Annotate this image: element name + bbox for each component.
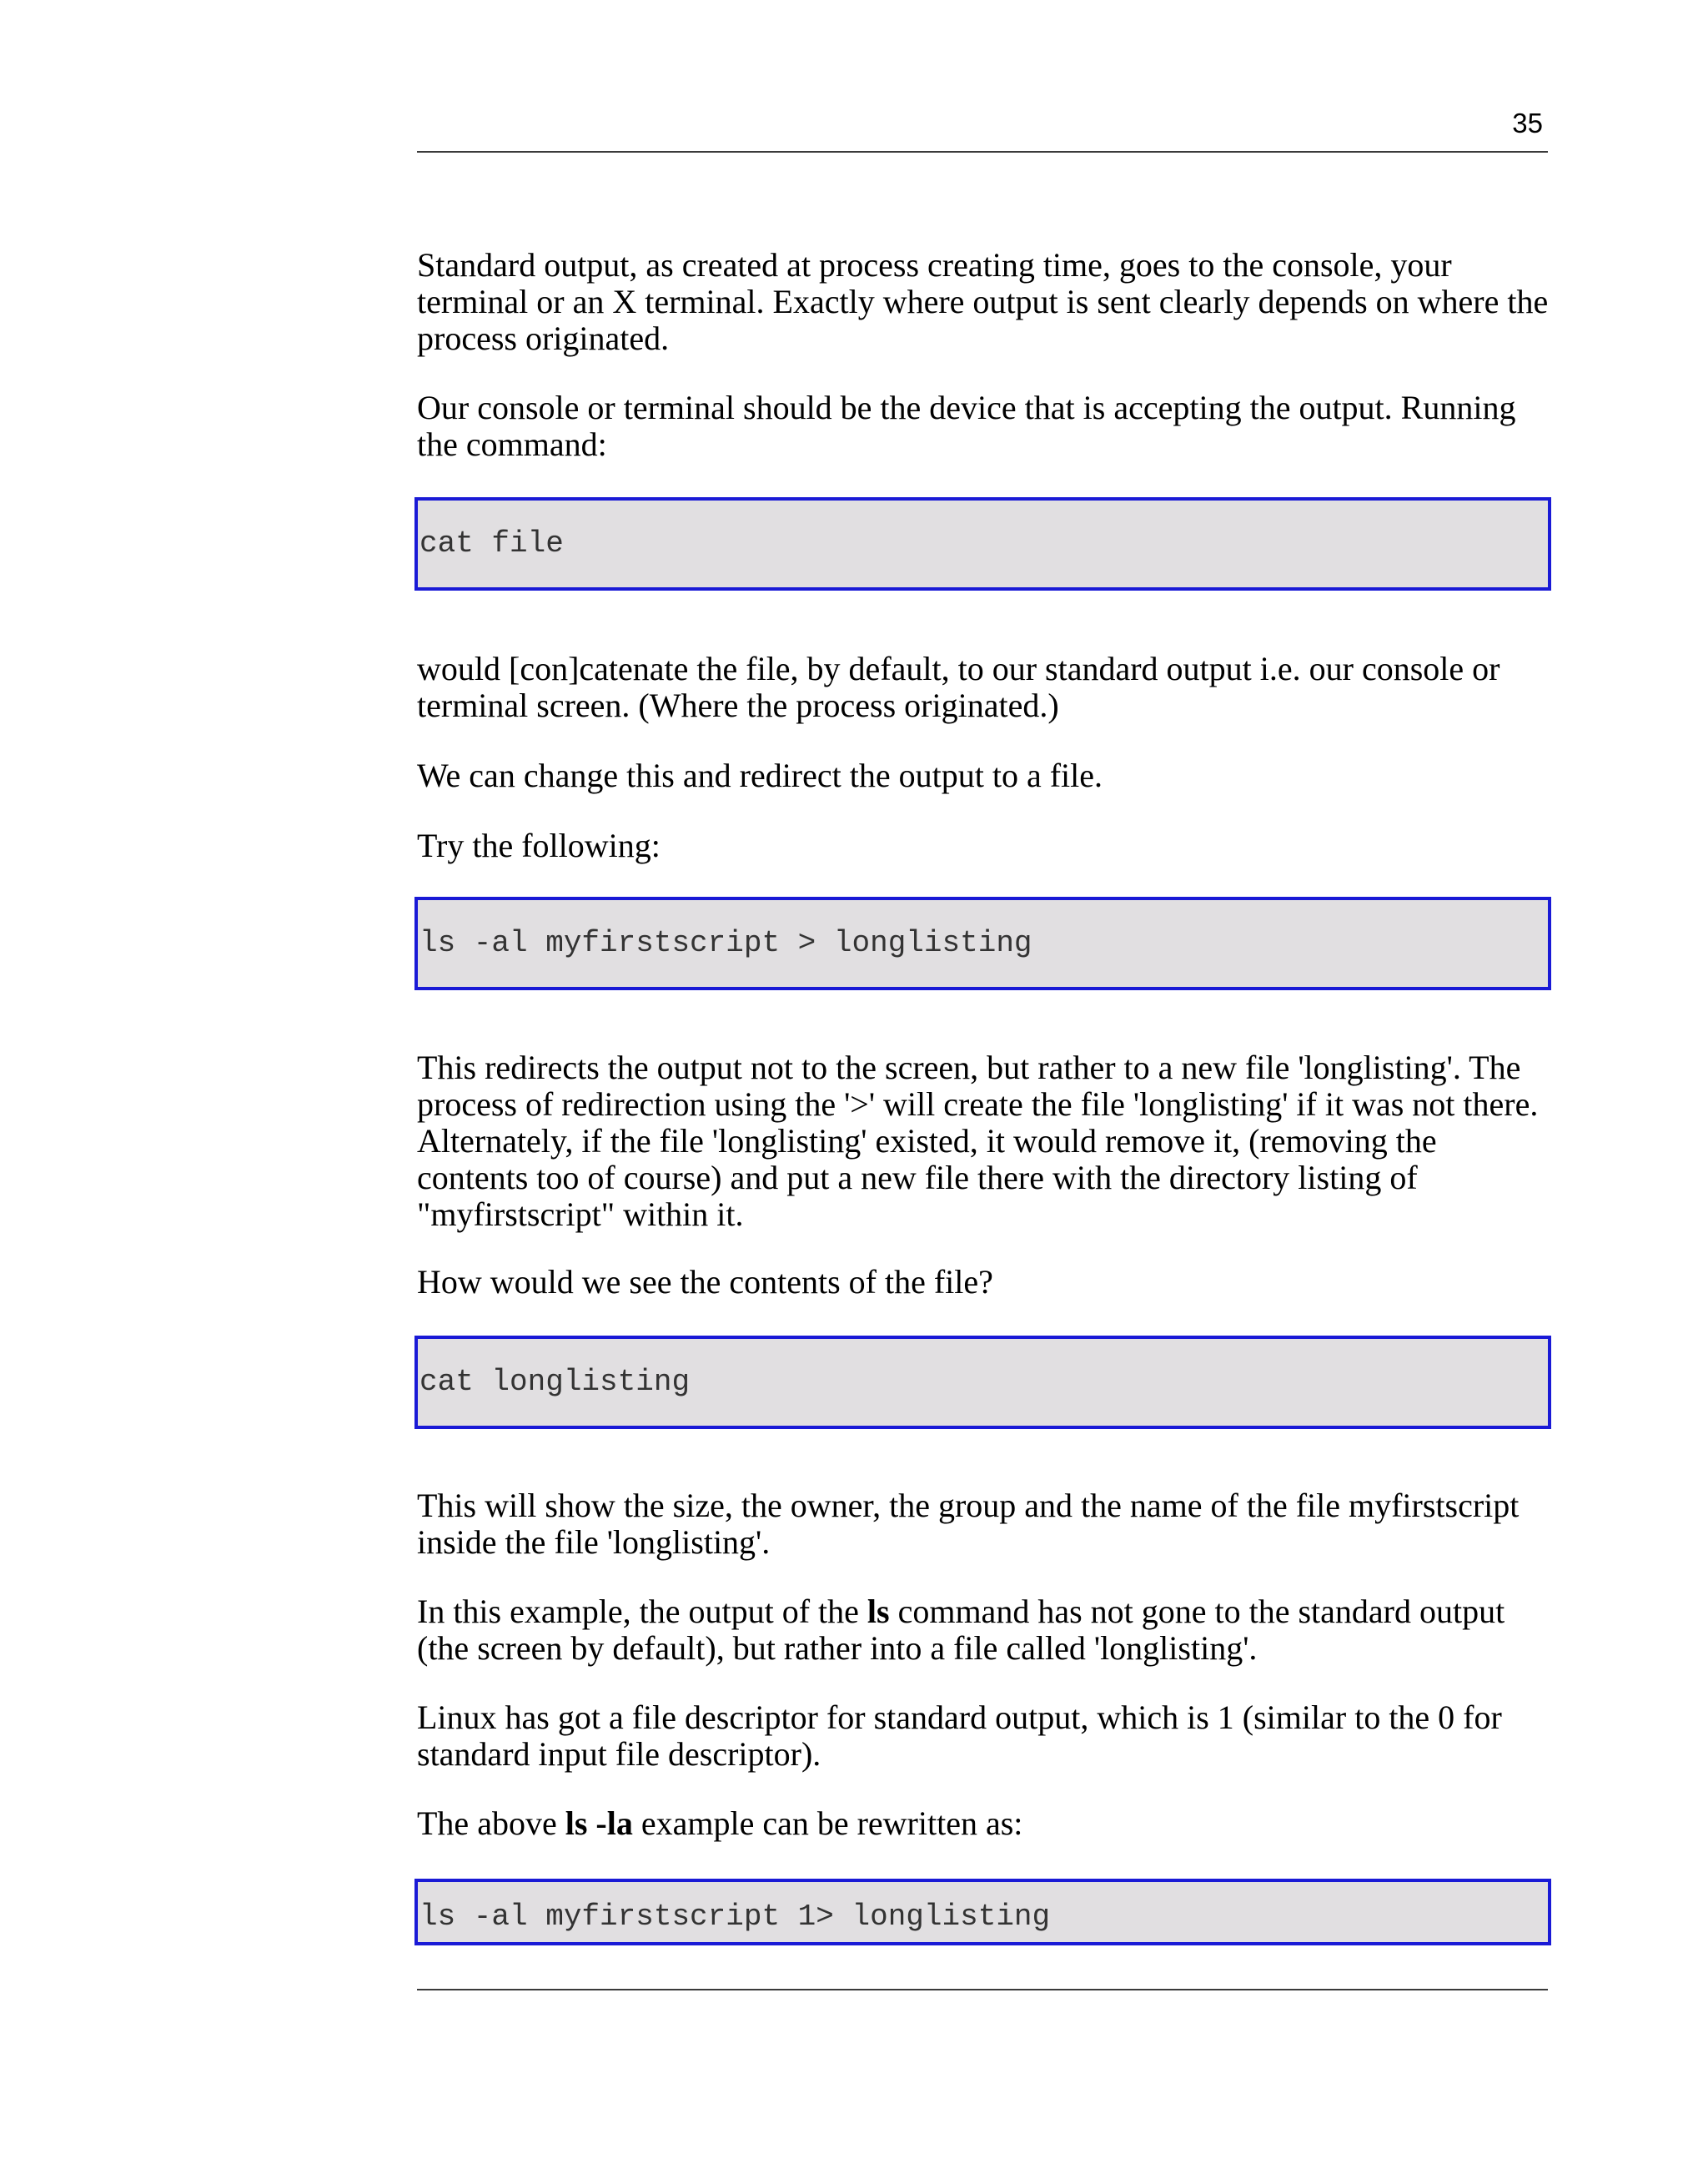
text-line: Standard output, as created at process creating time, goes to the console, your [417, 246, 1452, 284]
paragraph-see-contents [417, 1264, 1551, 1301]
text-line: We can change this and redirect the output to a file. [417, 757, 1103, 794]
code-text: ls -al myfirstscript 1> longlisting [419, 1900, 1051, 1934]
header-rule [417, 151, 1548, 153]
paragraph-rewritten [417, 1805, 1551, 1842]
footer-rule [417, 1989, 1548, 1990]
text-line: process of redirection using the '>' will create the file 'longlisting' if it was not there. [417, 1085, 1539, 1123]
code-text: cat file [419, 526, 564, 561]
paragraph-concatenate [417, 651, 1551, 724]
paragraph-show-size [417, 1487, 1551, 1561]
text-line: Alternately, if the file 'longlisting' existed, it would remove it, (removing the [417, 1122, 1437, 1160]
paragraph-redirection-explained [417, 1049, 1551, 1233]
text-run: In this example, the output of the [417, 1593, 867, 1630]
paragraph-file-descriptor [417, 1699, 1551, 1773]
text-line: would [con]catenate the file, by default, to our standard output i.e. our console or [417, 650, 1500, 687]
paragraph-console-terminal [417, 390, 1551, 463]
paragraph-ls-output [417, 1593, 1551, 1667]
text-line: How would we see the contents of the file? [417, 1263, 993, 1301]
code-block [414, 1879, 1551, 1945]
text-line: inside the file 'longlisting'. [417, 1523, 771, 1561]
inline-command-ls: ls [867, 1593, 890, 1630]
text-run: example can be rewritten as: [632, 1804, 1023, 1842]
text-line: This will show the size, the owner, the group and the name of the file myfirstscript [417, 1487, 1520, 1524]
text-run: The above [417, 1804, 565, 1842]
text-line: the command: [417, 425, 607, 463]
text-line: terminal or an X terminal. Exactly where output is sent clearly depends on where the [417, 283, 1549, 320]
code-block [414, 897, 1551, 990]
text-line: "myfirstscript" within it. [417, 1195, 744, 1233]
code-text: cat longlisting [419, 1365, 691, 1399]
paragraph-redirect-intro [417, 757, 1551, 794]
text-line: process originated. [417, 320, 670, 357]
text-line: (the screen by default), but rather into a file called 'longlisting'. [417, 1629, 1258, 1667]
code-block [414, 1336, 1551, 1429]
text-line: terminal screen. (Where the process originated.) [417, 687, 1059, 724]
paragraph-standard-output [417, 247, 1551, 357]
code-block [414, 497, 1551, 591]
text-line: Try the following: [417, 827, 661, 864]
inline-command-ls-la: ls -la [565, 1804, 633, 1842]
text-line: Our console or terminal should be the device that is accepting the output. Running [417, 389, 1516, 426]
text-line: Linux has got a file descriptor for standard output, which is 1 (similar to the 0 for [417, 1698, 1502, 1736]
text-line: standard input file descriptor). [417, 1735, 821, 1773]
text-line: This redirects the output not to the screen, but rather to a new file 'longlisting'. The [417, 1049, 1521, 1086]
text-line [417, 1805, 1551, 1842]
text-line [417, 1593, 1551, 1630]
code-text: ls -al myfirstscript > longlisting [419, 926, 1032, 960]
page-number: 35 [1512, 108, 1543, 138]
text-run: command has not gone to the standard output [889, 1593, 1505, 1630]
text-line: contents too of course) and put a new file there with the directory listing of [417, 1159, 1418, 1196]
paragraph-try-following [417, 828, 1551, 864]
